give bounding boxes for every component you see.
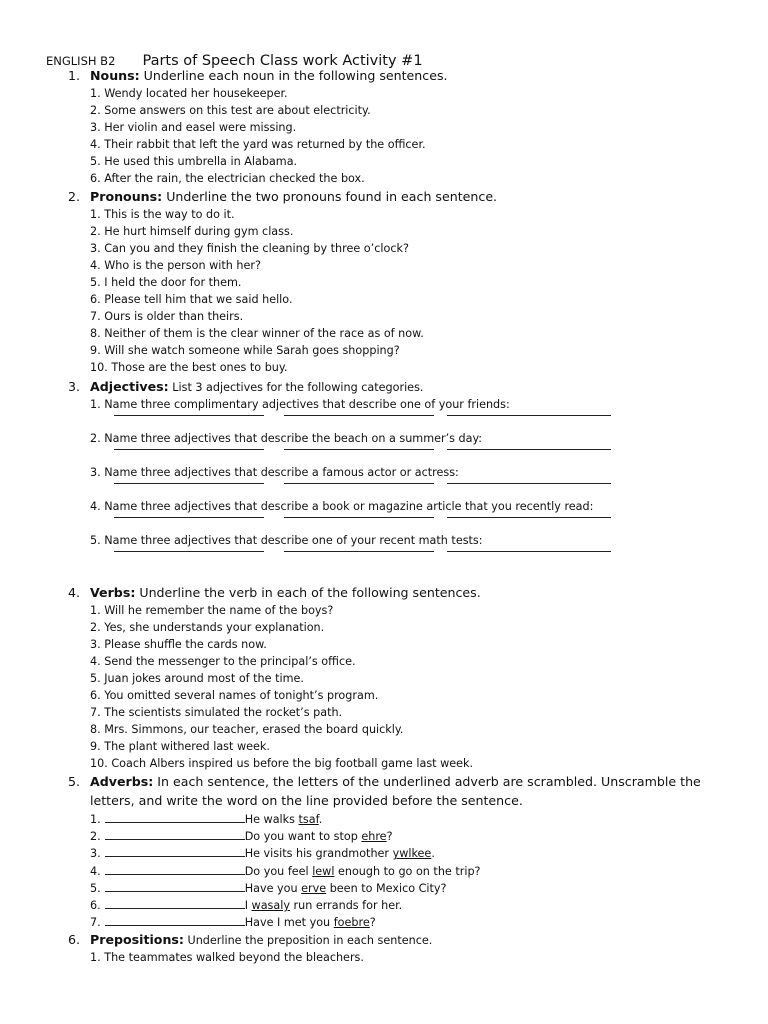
section-instruction: In each sentence, the letters of the underlined adverb are scrambled. Unscramble the [153, 774, 701, 789]
list-item [90, 863, 730, 880]
scrambled-word: erve [301, 881, 327, 895]
list-item: 4. Who is the person with her? [90, 259, 261, 272]
scrambled-word: ywlkee [392, 847, 432, 861]
item-number: 6. [90, 898, 101, 912]
list-item: 5. He used this umbrella in Alabama. [90, 155, 298, 168]
list-item: 4. Their rabbit that left the yard was returned by the officer. [90, 138, 426, 151]
list-item [90, 430, 730, 464]
answer-blank[interactable] [105, 897, 245, 909]
list-item [90, 532, 730, 566]
list-item [90, 828, 730, 845]
answer-blank[interactable] [447, 551, 611, 552]
answer-blank[interactable] [105, 845, 245, 857]
course-code: ENGLISH B2 [46, 54, 116, 68]
answer-blank[interactable] [284, 483, 434, 484]
section-instruction-cont: letters, and write the word on the line provided before the sentence. [90, 793, 523, 808]
sentence-text: Have you [244, 881, 302, 895]
item-number: 2. [90, 830, 101, 844]
list-item [90, 396, 730, 430]
answer-blank[interactable] [114, 517, 264, 518]
sentence-text: been to Mexico City? [326, 881, 447, 895]
section-name: Adjectives: [90, 379, 169, 394]
section-instruction: Underline the preposition in each sentence. [183, 934, 433, 947]
list-item: 6. Please tell him that we said hello. [90, 293, 293, 306]
question-text: 1. Name three complimentary adjectives that describe one of your friends: [90, 398, 510, 411]
list-item: 1. This is the way to do it. [90, 208, 235, 221]
list-item: 7. The scientists simulated the rocket’s path. [90, 706, 343, 719]
list-item: 7. Ours is older than theirs. [90, 310, 244, 323]
sentence-text: enough to go on the trip? [334, 864, 481, 878]
section-adjectives-heading [68, 378, 718, 396]
answer-blank[interactable] [447, 483, 611, 484]
item-number: 4. [90, 864, 101, 878]
adverbs-list [90, 811, 730, 931]
nouns-list [90, 85, 730, 187]
question-text: 5. Name three adjectives that describe one of your recent math tests: [90, 534, 483, 547]
adjectives-list [90, 396, 730, 566]
list-item: 8. Mrs. Simmons, our teacher, erased the board quickly. [90, 723, 404, 736]
list-item: 6. After the rain, the electrician checked the box. [90, 172, 365, 185]
list-item [90, 845, 730, 862]
list-item: 2. Yes, she understands your explanation. [90, 621, 325, 634]
list-item: 10. Those are the best ones to buy. [90, 361, 288, 374]
list-item [90, 897, 730, 914]
scrambled-word: ehre [361, 830, 387, 844]
section-prepositions-heading [68, 931, 718, 949]
section-name: Nouns: [90, 68, 140, 83]
list-item [90, 498, 730, 532]
section-number: 3. [68, 379, 81, 394]
section-instruction: Underline each noun in the following sentences. [139, 68, 448, 83]
scrambled-word: wasaly [251, 898, 290, 912]
sentence-text: ? [369, 916, 376, 930]
section-number: 2. [68, 189, 81, 204]
list-item: 1. Will he remember the name of the boys? [90, 604, 334, 617]
question-text: 2. Name three adjectives that describe the beach on a summer’s day: [90, 432, 483, 445]
answer-blank[interactable] [105, 828, 245, 840]
answer-blank[interactable] [105, 914, 245, 926]
list-item: 3. Her violin and easel were missing. [90, 121, 297, 134]
section-verbs-heading [68, 584, 718, 601]
list-item: 6. You omitted several names of tonight’s program. [90, 689, 379, 702]
list-item [90, 464, 730, 498]
section-number: 5. [68, 774, 81, 789]
answer-blank[interactable] [105, 811, 245, 823]
question-text: 4. Name three adjectives that describe a book or magazine article that you recently read: [90, 500, 594, 513]
answer-blank[interactable] [284, 415, 434, 416]
sentence-text: ? [386, 830, 393, 844]
list-item: 9. Will she watch someone while Sarah goes shopping? [90, 344, 400, 357]
item-number: 1. [90, 813, 101, 826]
list-item: 10. Coach Albers inspired us before the big football game last week. [90, 757, 474, 770]
list-item: 5. I held the door for them. [90, 276, 242, 289]
section-instruction: Underline the verb in each of the following sentences. [135, 585, 481, 600]
answer-blank[interactable] [114, 449, 264, 450]
section-pronouns-heading [68, 188, 718, 205]
prepositions-list [90, 949, 730, 966]
section-number: 1. [68, 68, 81, 83]
answer-blank[interactable] [105, 863, 245, 875]
item-number: 5. [90, 881, 101, 895]
list-item: 1. The teammates walked beyond the bleachers. [90, 951, 364, 964]
list-item: 2. Some answers on this test are about electricity. [90, 104, 371, 117]
section-number: 6. [68, 932, 81, 947]
section-nouns-heading [68, 67, 718, 84]
section-name: Adverbs: [90, 774, 154, 789]
sentence-text: . [318, 813, 323, 826]
pronouns-list [90, 206, 730, 376]
answer-blank[interactable] [447, 415, 611, 416]
answer-blank[interactable] [284, 517, 434, 518]
answer-blank[interactable] [114, 415, 264, 416]
sentence-text: Do you feel [244, 864, 313, 878]
sentence-text: Do you want to stop [244, 830, 362, 844]
answer-blank[interactable] [114, 551, 264, 552]
sentence-text: Have I met you [244, 916, 334, 930]
list-item: 4. Send the messenger to the principal’s office. [90, 655, 356, 668]
scrambled-word: foebre [333, 916, 370, 930]
sentence-text: . [431, 847, 435, 861]
list-item: 8. Neither of them is the clear winner of the race as of now. [90, 327, 424, 340]
sentence-text: He walks [244, 813, 299, 826]
sentence-text: run errands for her. [289, 898, 403, 912]
list-item: 1. Wendy located her housekeeper. [90, 87, 288, 100]
list-item [90, 914, 730, 931]
section-name: Verbs: [90, 585, 136, 600]
verbs-list [90, 602, 730, 772]
answer-blank[interactable] [284, 551, 434, 552]
list-item: 2. He hurt himself during gym class. [90, 225, 294, 238]
section-instruction: Underline the two pronouns found in each sentence. [162, 189, 498, 204]
answer-blank[interactable] [284, 449, 434, 450]
worksheet-title: Parts of Speech Class work Activity #1 [142, 53, 423, 69]
section-number: 4. [68, 585, 81, 600]
section-name: Pronouns: [90, 189, 163, 204]
question-text: 3. Name three adjectives that describe a famous actor or actress: [90, 466, 459, 479]
sentence-text: I [244, 898, 252, 912]
scrambled-word: tsaf [298, 813, 319, 826]
list-item: 5. Juan jokes around most of the time. [90, 672, 304, 685]
answer-blank[interactable] [114, 483, 264, 484]
section-adverbs-heading [68, 773, 718, 809]
item-number: 3. [90, 847, 101, 861]
answer-blank[interactable] [447, 449, 611, 450]
sentence-text: He visits his grandmother [244, 847, 393, 861]
answer-blank[interactable] [447, 517, 611, 518]
list-item [90, 811, 730, 828]
list-item: 3. Please shuffle the cards now. [90, 638, 267, 651]
list-item: 3. Can you and they finish the cleaning by three o’clock? [90, 242, 409, 255]
item-number: 7. [90, 916, 101, 930]
list-item [90, 880, 730, 897]
section-instruction: List 3 adjectives for the following categories. [168, 381, 424, 394]
scrambled-word: lewl [312, 864, 335, 878]
answer-blank[interactable] [105, 880, 245, 892]
list-item: 9. The plant withered last week. [90, 740, 270, 753]
section-name: Prepositions: [90, 932, 184, 947]
